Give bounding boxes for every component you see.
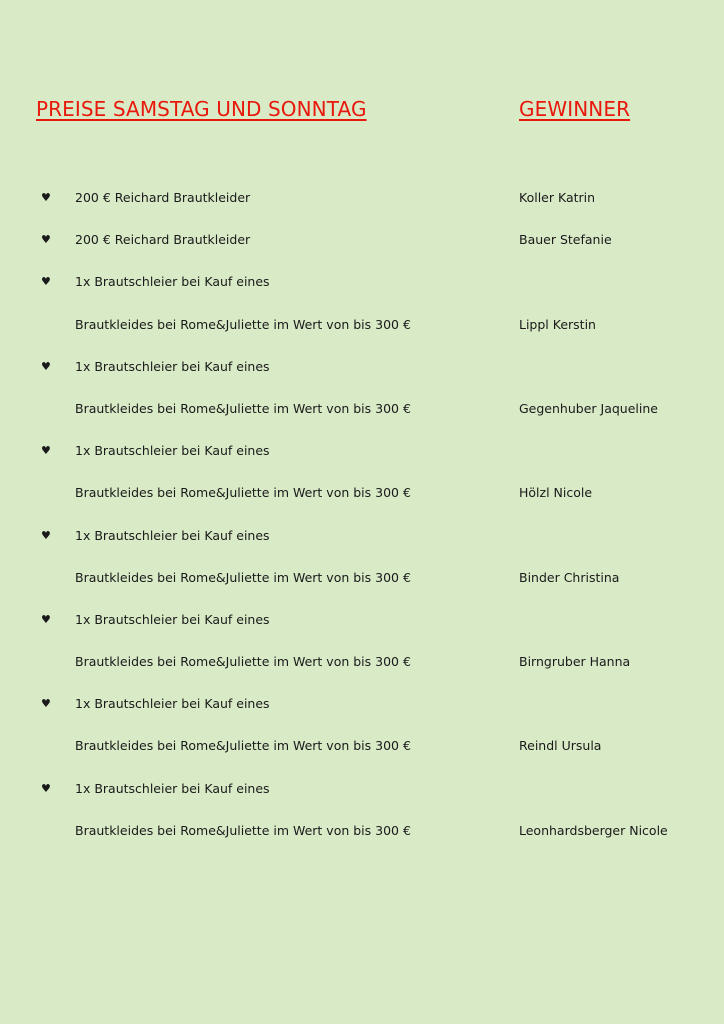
list-item bbox=[0, 652, 724, 694]
prize-text: Brautkleides bei Rome&Juliette im Wert von bis 300 € bbox=[75, 569, 411, 585]
winners-heading: GEWINNER bbox=[519, 97, 631, 121]
list-item bbox=[0, 315, 724, 357]
winner-name: Leonhardsberger Nicole bbox=[519, 822, 668, 838]
prize-text: 1x Brautschleier bei Kauf eines bbox=[75, 358, 270, 374]
heart-icon: ♥ bbox=[41, 612, 51, 626]
list-item bbox=[0, 399, 724, 441]
prize-text: Brautkleides bei Rome&Juliette im Wert von bis 300 € bbox=[75, 485, 411, 501]
heart-icon: ♥ bbox=[41, 444, 51, 458]
prize-text: 1x Brautschleier bei Kauf eines bbox=[75, 696, 270, 712]
winner-name: Birngruber Hanna bbox=[519, 654, 631, 670]
winner-name: Reindl Ursula bbox=[519, 738, 602, 754]
heart-icon: ♥ bbox=[41, 275, 51, 289]
list-item bbox=[0, 526, 724, 568]
prize-list bbox=[0, 188, 724, 863]
list-item bbox=[0, 230, 724, 272]
heart-icon: ♥ bbox=[41, 233, 51, 247]
prize-text: 1x Brautschleier bei Kauf eines bbox=[75, 443, 270, 459]
prize-text: Brautkleides bei Rome&Juliette im Wert von bis 300 € bbox=[75, 654, 411, 670]
list-item bbox=[0, 568, 724, 610]
list-item bbox=[0, 610, 724, 652]
list-item bbox=[0, 694, 724, 736]
list-item bbox=[0, 736, 724, 778]
heart-icon: ♥ bbox=[41, 697, 51, 711]
prize-text: 200 € Reichard Brautkleider bbox=[75, 190, 251, 205]
heart-icon: ♥ bbox=[41, 528, 51, 542]
heart-icon: ♥ bbox=[41, 781, 51, 795]
heart-icon: ♥ bbox=[41, 191, 51, 204]
prize-text: 200 € Reichard Brautkleider bbox=[75, 232, 251, 248]
prize-text: Brautkleides bei Rome&Juliette im Wert von bis 300 € bbox=[75, 738, 411, 754]
winner-name: Binder Christina bbox=[519, 569, 620, 585]
list-item bbox=[0, 441, 724, 483]
prize-text: Brautkleides bei Rome&Juliette im Wert von bis 300 € bbox=[75, 316, 411, 332]
winner-name: Koller Katrin bbox=[519, 190, 596, 205]
list-item bbox=[0, 821, 724, 863]
list-item bbox=[0, 357, 724, 399]
prize-text: Brautkleides bei Rome&Juliette im Wert von bis 300 € bbox=[75, 400, 411, 416]
winner-name: Gegenhuber Jaqueline bbox=[519, 400, 658, 416]
list-item bbox=[0, 779, 724, 821]
prizes-heading: PREISE SAMSTAG UND SONNTAG bbox=[36, 97, 367, 121]
list-item bbox=[0, 188, 724, 230]
heart-icon: ♥ bbox=[41, 359, 51, 373]
list-item bbox=[0, 483, 724, 525]
winner-name: Hölzl Nicole bbox=[519, 485, 593, 501]
list-item bbox=[0, 272, 724, 314]
winner-name: Lippl Kerstin bbox=[519, 316, 596, 332]
prize-text: 1x Brautschleier bei Kauf eines bbox=[75, 527, 270, 543]
prize-text: Brautkleides bei Rome&Juliette im Wert von bis 300 € bbox=[75, 822, 411, 838]
winner-name: Bauer Stefanie bbox=[519, 232, 612, 248]
prize-text: 1x Brautschleier bei Kauf eines bbox=[75, 274, 270, 290]
prize-text: 1x Brautschleier bei Kauf eines bbox=[75, 611, 270, 627]
prize-text: 1x Brautschleier bei Kauf eines bbox=[75, 780, 270, 796]
